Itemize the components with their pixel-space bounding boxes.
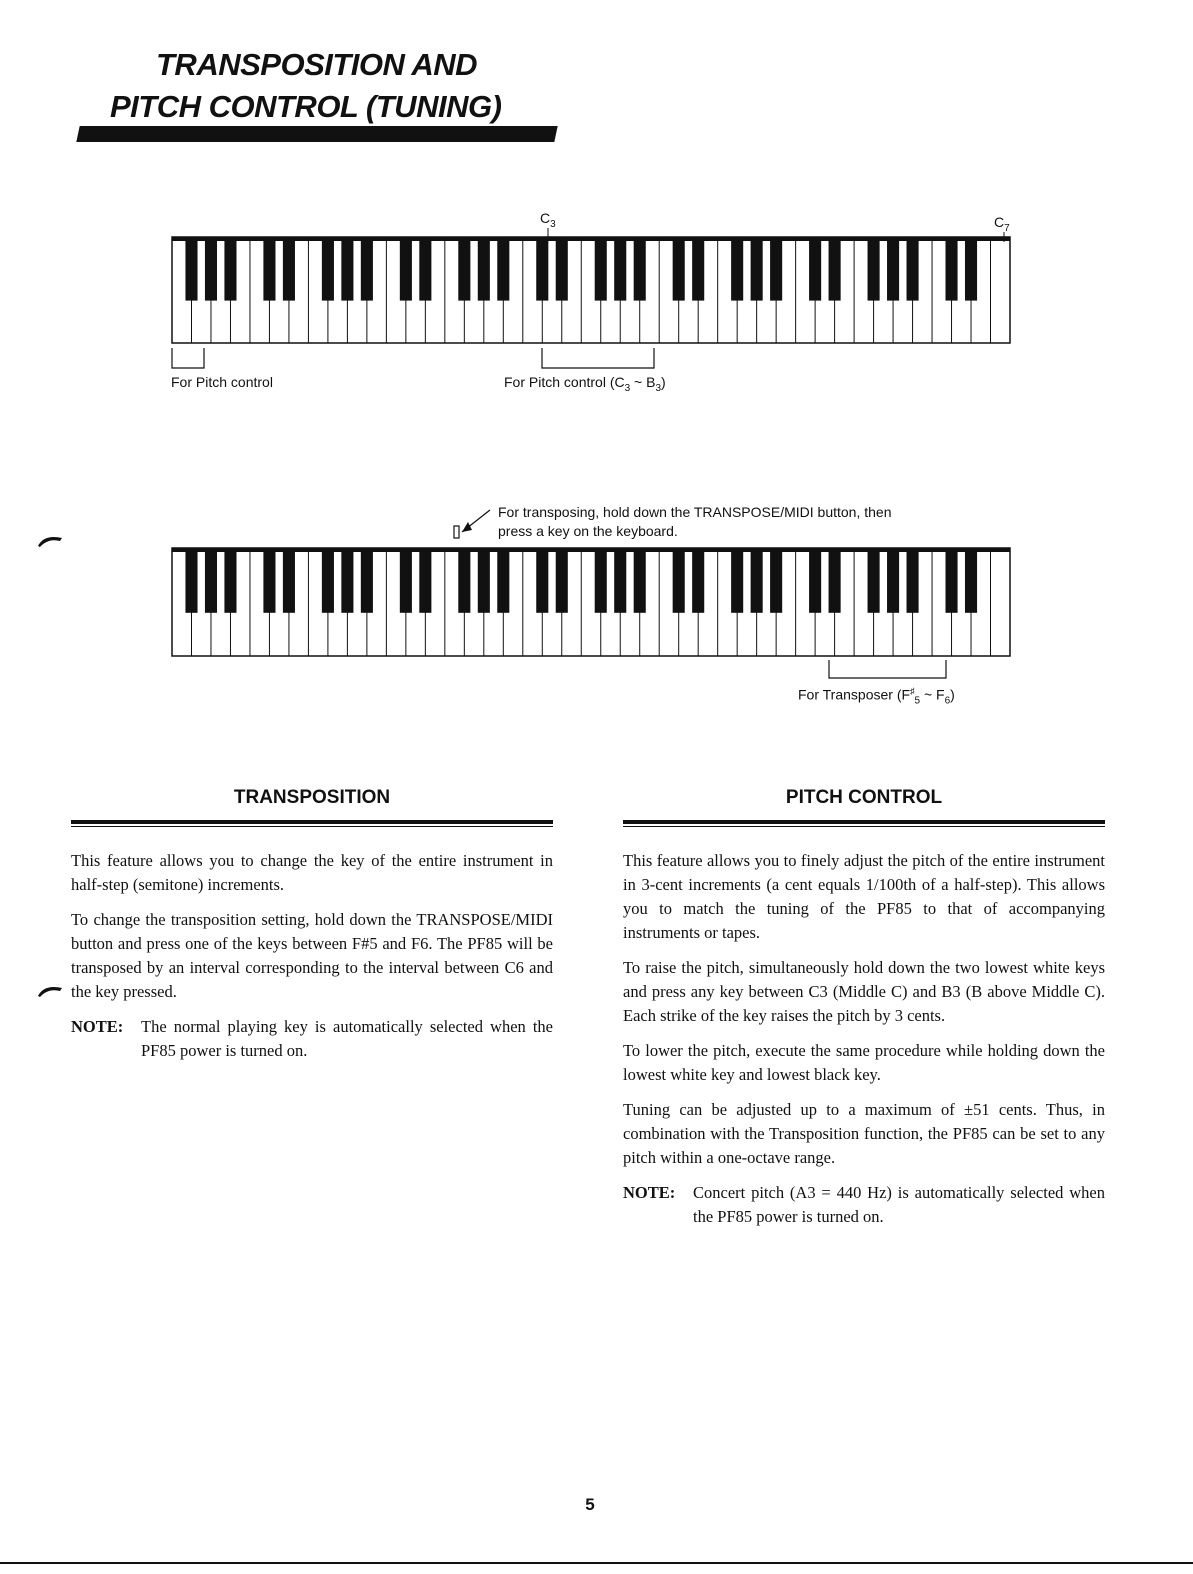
black-key: [692, 548, 704, 613]
black-key: [497, 548, 509, 613]
heading-pitch-control: PITCH CONTROL: [785, 787, 943, 808]
note-text: The normal playing key is automatically selected when the PF85 power is turned on.: [141, 1017, 553, 1060]
transposition-para-2: To change the transposition setting, hold down the TRANSPOSE/MIDI button and press one of the keys between F#5 and F6. The PF85 will be transposed by an interval corresponding to the interval between C6 and the key pressed.: [71, 910, 553, 1001]
black-key: [185, 548, 197, 613]
black-key: [556, 548, 568, 613]
section-pitch-control: [623, 786, 1105, 1240]
page-title-line1: TRANSPOSITION AND: [156, 47, 478, 82]
black-key: [731, 548, 743, 613]
black-key: [205, 548, 217, 613]
pitch-para-2: To raise the pitch, simultaneously hold down the two lowest white keys and press any key between C3 (Middle C) and B3 (B above Middle C). Each strike of the key raises the pitch by 3 cents.: [623, 958, 1105, 1025]
black-key: [400, 548, 412, 613]
heading-transposition: TRANSPOSITION: [233, 787, 391, 808]
black-key: [770, 548, 782, 613]
black-key: [965, 548, 977, 613]
margin-mark-icon: [36, 532, 64, 548]
margin-mark-icon: [36, 982, 64, 998]
arrow-head-icon: [462, 522, 472, 532]
black-key: [341, 548, 353, 613]
marker-c7: $C_7$: [994, 214, 1010, 234]
black-key: [751, 548, 763, 613]
label-pitch-control-range: For Pitch control ($C_3$ ~ $B_3$): [504, 374, 666, 394]
callout-transpose-line1: For transposing, hold down the TRANSPOSE/MIDI button, then: [498, 504, 892, 520]
black-key: [224, 548, 236, 613]
pitch-note: [623, 1181, 1105, 1229]
kb2-frame: [172, 548, 1010, 656]
note-label: NOTE:: [623, 1183, 676, 1202]
black-key: [283, 548, 295, 613]
page-number: 5: [585, 1495, 595, 1514]
note-text: Concert pitch (A3 = 440 Hz) is automatically selected when the PF85 power is turned on.: [693, 1183, 1105, 1226]
black-key: [478, 548, 490, 613]
label-pitch-control-left: For Pitch control: [171, 374, 273, 390]
kb2-top-strip: [172, 548, 1010, 552]
transpose-button-icon: [454, 526, 459, 538]
transposition-note: [71, 1015, 553, 1063]
page-title-line2: PITCH CONTROL (TUNING): [110, 89, 502, 124]
black-key: [419, 548, 431, 613]
black-key: [673, 548, 685, 613]
kb2-keys: [172, 548, 1010, 656]
heading-rule: [623, 820, 1105, 824]
bracket-f5-f6: [829, 660, 946, 678]
section-transposition: [71, 786, 553, 1074]
heading-rule-thin: [71, 826, 553, 827]
black-key: [887, 548, 899, 613]
black-key: [945, 548, 957, 613]
black-key: [263, 548, 275, 613]
black-key: [829, 548, 841, 613]
black-key: [595, 548, 607, 613]
black-key: [458, 548, 470, 613]
pitch-para-4: Tuning can be adjusted up to a maximum of ±51 cents. Thus, in combination with the Transposition function, the PF85 can be set to any pitch within a one-octave range.: [623, 1100, 1105, 1167]
black-key: [361, 548, 373, 613]
marker-c3: $C_3$: [540, 210, 556, 230]
keyboard-diagram-transpose: [0, 0, 1193, 720]
black-key: [322, 548, 334, 613]
pitch-para-1: This feature allows you to finely adjust the pitch of the entire instrument in 3-cent increments (a cent equals 1/100th of a half-step). This allows you to match the tuning of the PF85 to that of accompanying instruments or tapes.: [623, 851, 1105, 942]
black-key: [868, 548, 880, 613]
callout-transpose-line2: press a key on the keyboard.: [498, 523, 678, 539]
heading-rule: [71, 820, 553, 824]
black-key: [907, 548, 919, 613]
transposition-para-1: This feature allows you to change the key of the entire instrument in half-step (semitone) increments.: [71, 851, 553, 894]
heading-rule-thin: [623, 826, 1105, 827]
label-transposer-range: For Transposer ($F^♯_5$ ~ $F_6$): [798, 686, 955, 707]
pitch-para-3: To lower the pitch, execute the same procedure while holding down the lowest white key and lowest black key.: [623, 1041, 1105, 1084]
note-label: NOTE:: [71, 1017, 124, 1036]
black-key: [809, 548, 821, 613]
page-bottom-rule: [0, 1562, 1193, 1564]
black-key: [614, 548, 626, 613]
black-key: [634, 548, 646, 613]
black-key: [536, 548, 548, 613]
